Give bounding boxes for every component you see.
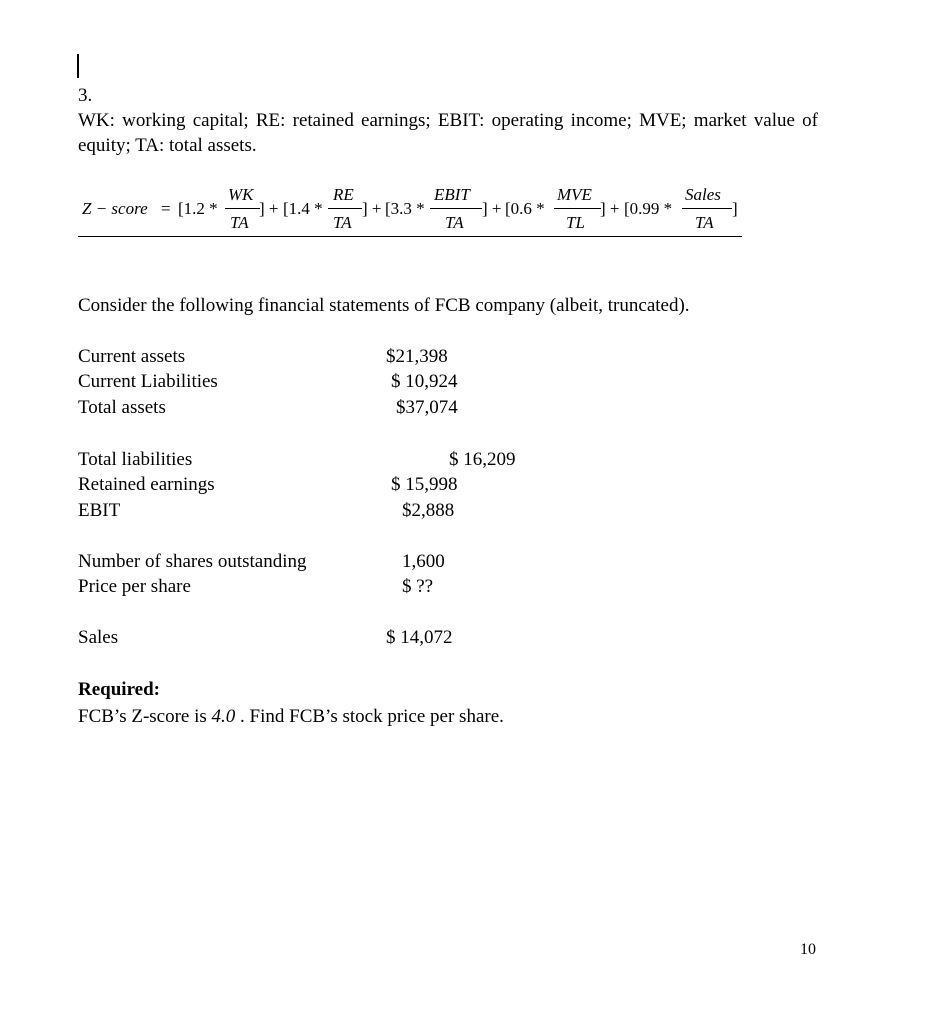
definitions-paragraph: WK: working capital; RE: retained earnings; EBIT: operating income; MVE; market value of equity; TA: total assets. <box>78 110 818 156</box>
value-total-assets: $37,074 <box>396 397 458 418</box>
term1-numerator: WK <box>228 185 254 204</box>
term4-numerator: MVE <box>557 185 592 204</box>
label-price-per-share: Price per share <box>78 576 191 597</box>
label-total-assets: Total assets <box>78 397 166 418</box>
label-shares-outstanding: Number of shares outstanding <box>78 551 307 572</box>
label-retained-earnings: Retained earnings <box>78 474 215 495</box>
zscore-formula <box>78 176 742 237</box>
value-current-liabilities: $ 10,924 <box>391 371 458 392</box>
value-current-assets: $21,398 <box>386 346 448 367</box>
term2-fraction-bar <box>328 208 362 209</box>
required-text-after: . Find FCB’s stock price per share. <box>235 706 504 727</box>
value-ebit: $2,888 <box>402 500 455 521</box>
term3-close: ] + <box>482 199 502 218</box>
term3-fraction-bar <box>430 208 482 209</box>
term4-fraction-bar <box>554 208 601 209</box>
label-sales: Sales <box>78 627 119 648</box>
term1-close: ] + <box>259 199 279 218</box>
formula-equals: = <box>161 199 171 218</box>
label-current-liabilities: Current Liabilities <box>78 371 218 392</box>
value-shares-outstanding: 1,600 <box>402 551 445 572</box>
text-cursor <box>77 54 79 78</box>
value-sales: $ 14,072 <box>386 627 453 648</box>
label-ebit: EBIT <box>78 500 121 521</box>
formula-lhs: Z − score <box>82 199 148 218</box>
intro-text: Consider the following financial statements of FCB company (albeit, truncated). <box>78 295 690 316</box>
term3-denominator: TA <box>445 213 464 232</box>
term2-open: [1.4 * <box>283 199 323 218</box>
value-price-per-share: $ ?? <box>402 576 434 597</box>
term2-numerator: RE <box>333 185 354 204</box>
label-total-liabilities: Total liabilities <box>78 449 193 470</box>
term1-denominator: TA <box>230 213 249 232</box>
term2-close: ] + <box>362 199 382 218</box>
term4-denominator: TL <box>566 213 585 232</box>
term5-fraction-bar <box>682 208 732 209</box>
term3-open: [3.3 * <box>385 199 425 218</box>
required-zscore: 4.0 <box>211 706 236 727</box>
term2-denominator: TA <box>333 213 352 232</box>
page-number: 10 <box>800 941 816 958</box>
question-number: 3. <box>78 85 93 106</box>
term1-fraction-bar <box>225 208 260 209</box>
label-current-assets: Current assets <box>78 346 186 367</box>
term4-open: [0.6 * <box>505 199 545 218</box>
term5-numerator: Sales <box>685 185 721 204</box>
required-text <box>78 705 504 730</box>
required-heading: Required: <box>78 679 160 700</box>
term5-close: ] <box>732 199 738 218</box>
term3-numerator: EBIT <box>434 185 470 204</box>
value-total-liabilities: $ 16,209 <box>449 449 516 470</box>
term4-close: ] + <box>600 199 620 218</box>
term5-open: [0.99 * <box>624 199 673 218</box>
term1-open: [1.2 * <box>178 199 218 218</box>
required-text-before: FCB’s Z-score is <box>78 706 212 727</box>
value-retained-earnings: $ 15,998 <box>391 474 458 495</box>
term5-denominator: TA <box>695 213 714 232</box>
